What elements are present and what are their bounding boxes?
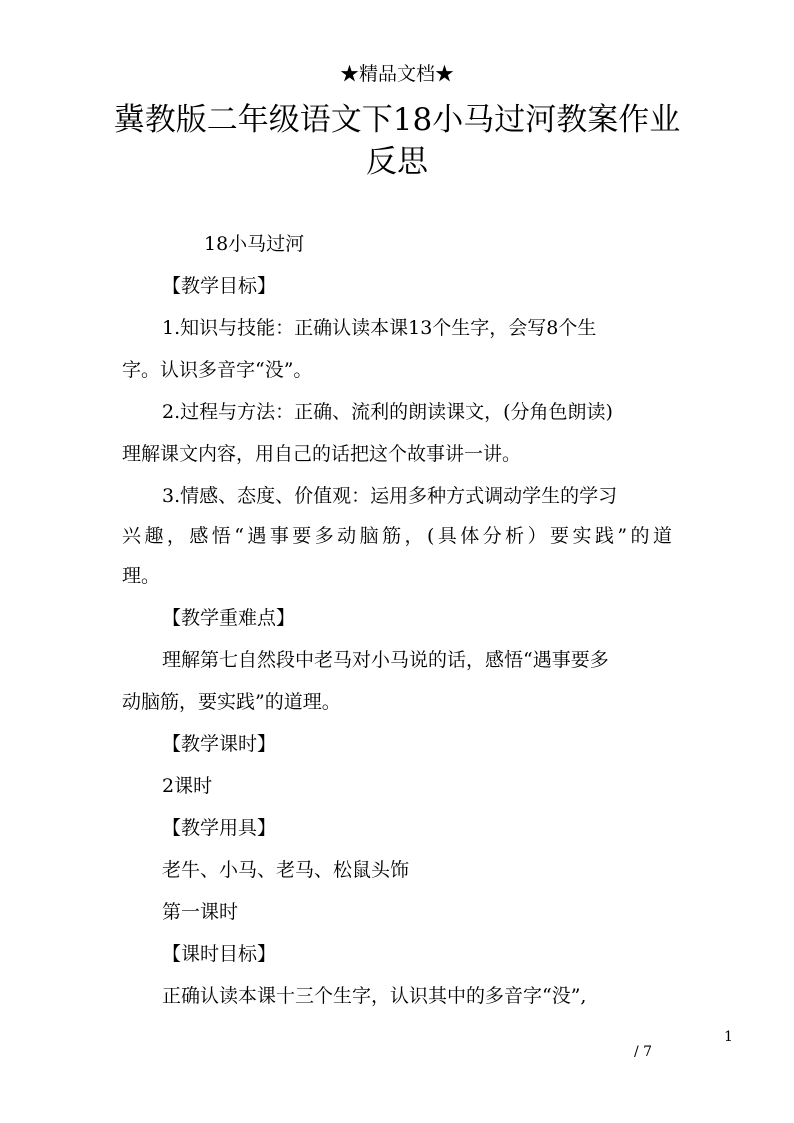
- key-points-line-2: 动脑筋，要实践”的道理。: [122, 691, 341, 713]
- goal-3-line-1: 3.情感、态度、价值观：运用多种方式调动学生的学习: [162, 485, 618, 507]
- page-number: 1: [724, 1029, 733, 1045]
- goal-1-line-1: 1.知识与技能：正确认读本课13个生字，会写8个生: [162, 317, 597, 339]
- section-heading-tools: 【教学用具】: [162, 817, 277, 839]
- hours-value: 2课时: [162, 775, 213, 797]
- goal-1-line-2: 字。认识多音字“没”。: [122, 359, 313, 381]
- first-lesson-heading: 第一课时: [162, 901, 239, 923]
- document-title-line-1: 冀教版二年级语文下18小马过河教案作业: [113, 102, 681, 138]
- page-total: / 7: [634, 1044, 653, 1060]
- section-heading-key-points: 【教学重难点】: [162, 607, 296, 629]
- section-heading-goals: 【教学目标】: [162, 275, 277, 297]
- goal-3-line-3: 理。: [122, 565, 161, 587]
- document-header: ★精品文档★: [339, 63, 454, 85]
- goal-2-line-2: 理解课文内容，用自己的话把这个故事讲一讲。: [122, 443, 522, 465]
- lesson-title: 18小马过河: [204, 233, 305, 255]
- document-title-line-2: 反思: [366, 144, 428, 180]
- goal-3-line-2: 兴趣，感悟“遇事要多动脑筋，(具体分析）要实践”的道: [122, 525, 672, 547]
- section-heading-hours: 【教学课时】: [162, 733, 277, 755]
- lesson-goal-line-1: 正确认读本课十三个生字，认识其中的多音字“没”,: [162, 985, 587, 1007]
- goal-2-line-1: 2.过程与方法：正确、流利的朗读课文，(分角色朗读): [162, 401, 613, 423]
- key-points-line-1: 理解第七自然段中老马对小马说的话，感悟“遇事要多: [162, 649, 609, 671]
- section-heading-lesson-goals: 【课时目标】: [162, 943, 277, 965]
- tools-value: 老牛、小马、老马、松鼠头饰: [162, 859, 410, 881]
